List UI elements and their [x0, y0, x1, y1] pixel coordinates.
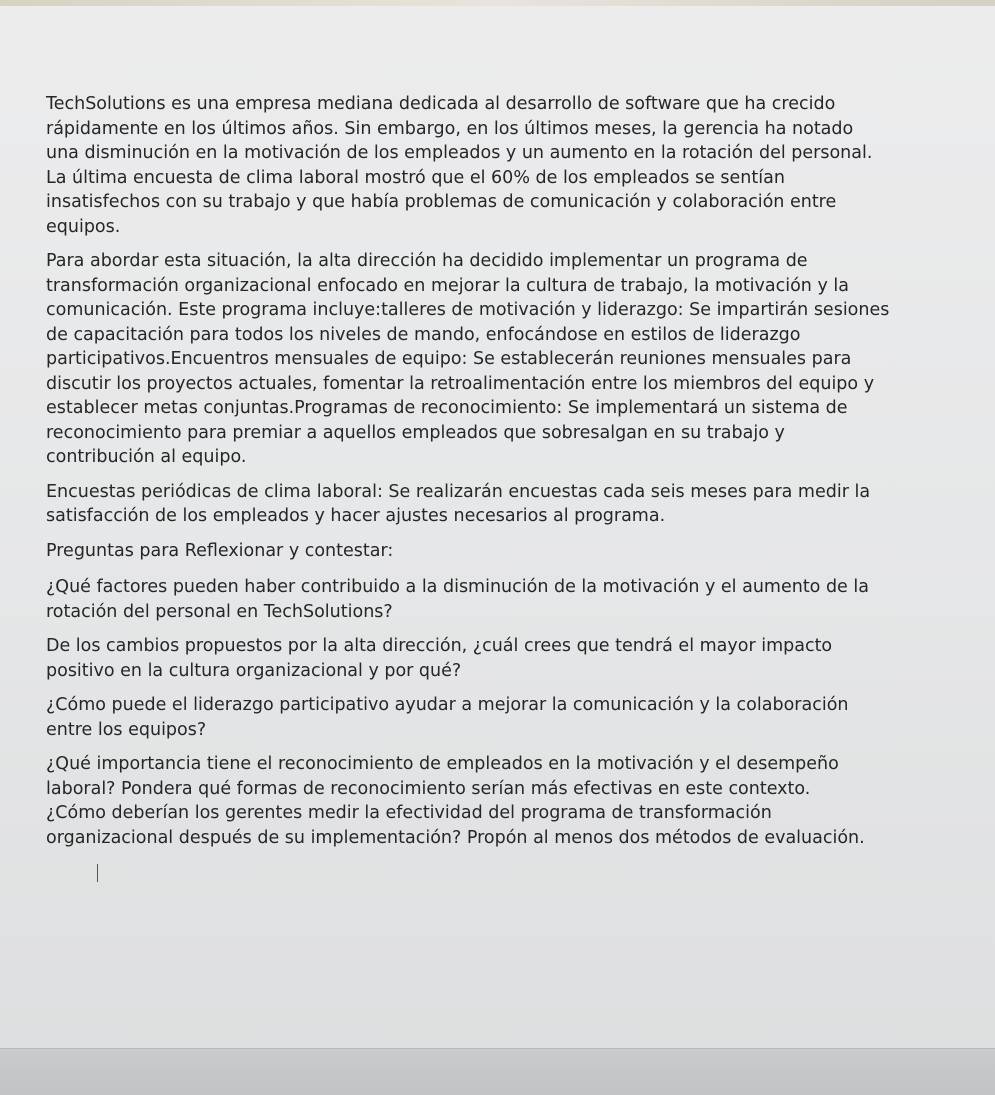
text-line: de capacitación para todos los niveles de mando, enfocándose en estilos de liderazgo: [46, 324, 801, 345]
text-line: participativos.Encuentros mensuales de equipo: Se establecerán reuniones mensuales para: [46, 349, 852, 369]
text-line: Encuestas periódicas de clima laboral: Se realizarán encuestas cada seis meses para medir la: [46, 481, 871, 502]
paragraph-program: [46, 249, 946, 470]
paragraph-intro: [46, 92, 946, 239]
text-line: ¿Cómo puede el liderazgo participativo ayudar a mejorar la comunicación y la colaboración: [46, 695, 849, 715]
text-line: ¿Qué factores pueden haber contribuido a la disminución de la motivación y el aumento de la: [46, 577, 869, 597]
text-line: organizacional después de su implementación? Propón al menos dos métodos de evaluación.: [46, 827, 865, 848]
question-4: [46, 752, 946, 801]
question-2: [46, 634, 946, 683]
text-line: Para abordar esta situación, la alta dirección ha decidido implementar un programa de: [46, 251, 808, 271]
text-cursor-icon: [97, 864, 106, 882]
question-1: [46, 575, 946, 624]
text-line: comunicación. Este programa incluye:talleres de motivación y liderazgo: Se impartirán sesiones: [46, 300, 890, 320]
document-body[interactable]: [46, 92, 946, 850]
text-line: rápidamente en los últimos años. Sin embargo, en los últimos meses, la gerencia ha notado: [46, 118, 854, 139]
desk-edge: [0, 1048, 995, 1095]
question-3: [46, 693, 946, 742]
heading-text: Preguntas para Reflexionar y contestar:: [46, 540, 394, 561]
text-line: equipos.: [46, 216, 121, 237]
paragraph-surveys: [46, 480, 946, 529]
text-line: entre los equipos?: [46, 719, 207, 740]
text-line: laboral? Pondera qué formas de reconocimiento serían más efectivas en este contexto.: [46, 778, 811, 799]
text-line: transformación organizacional enfocado en mejorar la cultura de trabajo, la motivación y la: [46, 275, 849, 296]
text-line: positivo en la cultura organizacional y por qué?: [46, 660, 462, 681]
text-line: insatisfechos con su trabajo y que había problemas de comunicación y colaboración entre: [46, 192, 837, 212]
questions-heading: [46, 539, 946, 564]
text-line: contribución al equipo.: [46, 447, 247, 467]
text-line: ¿Cómo deberían los gerentes medir la efectividad del programa de transformación: [46, 803, 772, 823]
text-line: discutir los proyectos actuales, fomentar la retroalimentación entre los miembros del equipo y: [46, 373, 875, 394]
text-line: una disminución en la motivación de los empleados y un aumento en la rotación del personal.: [46, 143, 873, 163]
text-line: satisfacción de los empleados y hacer ajustes necesarios al programa.: [46, 506, 666, 526]
text-line: ¿Qué importancia tiene el reconocimiento de empleados en la motivación y el desempeño: [46, 754, 839, 774]
text-line: establecer metas conjuntas.Programas de reconocimiento: Se implementará un sistema de: [46, 398, 848, 418]
text-line: reconocimiento para premiar a aquellos empleados que sobresalgan en su trabajo y: [46, 422, 785, 443]
text-line: TechSolutions es una empresa mediana dedicada al desarrollo de software que ha crecido: [46, 94, 836, 114]
text-line: De los cambios propuestos por la alta dirección, ¿cuál crees que tendrá el mayor impacto: [46, 636, 833, 656]
text-line: rotación del personal en TechSolutions?: [46, 601, 393, 622]
question-5: [46, 801, 946, 850]
text-line: La última encuesta de clima laboral mostró que el 60% de los empleados se sentían: [46, 167, 785, 188]
